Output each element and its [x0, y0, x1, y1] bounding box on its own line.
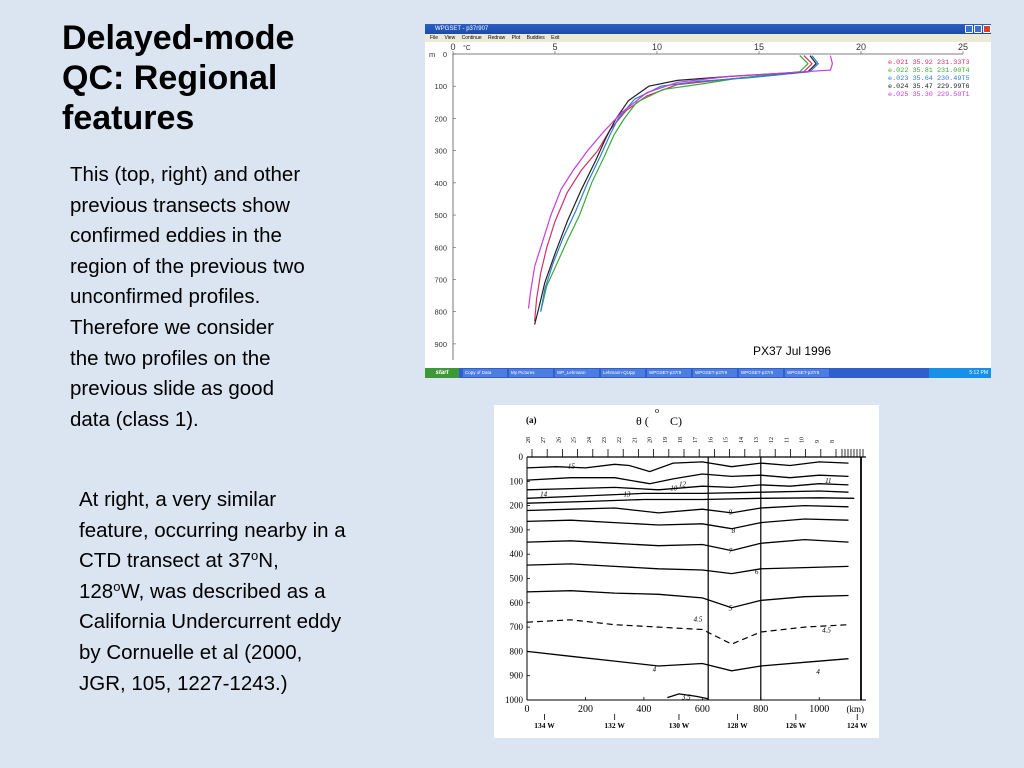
- x-tick-label: 10: [651, 42, 663, 52]
- station-number: 26: [556, 437, 563, 443]
- profile-line-e.024: [535, 56, 817, 325]
- y-tick-label: 700: [434, 275, 447, 285]
- x-tick-label: 800: [753, 704, 769, 715]
- legend-entry: e.021 35.92 231.33T3: [888, 59, 970, 67]
- menu-item-plot[interactable]: Plot: [511, 35, 521, 41]
- temperature-profile-plot: [425, 42, 991, 368]
- isotherm-4.5: [527, 620, 849, 644]
- isotherm-8: [527, 519, 849, 529]
- contour-label: 9: [728, 508, 733, 517]
- isotherm-9: [527, 506, 849, 513]
- text-line: region of the previous two: [70, 254, 305, 278]
- start-button[interactable]: start: [425, 368, 459, 378]
- y-tick-label: 900: [509, 670, 523, 681]
- menu-item-view[interactable]: View: [444, 35, 456, 41]
- isotherm-6: [527, 564, 849, 577]
- legend-entry: e.023 35.64 230.49T5: [888, 75, 970, 83]
- system-tray-clock: 5:12 PM: [929, 368, 991, 378]
- isotherm-15: [527, 462, 849, 472]
- station-number: 18: [678, 437, 684, 443]
- menu-item-continue[interactable]: Continue: [461, 35, 482, 41]
- station-number: 20: [647, 437, 654, 443]
- y-tick-label: 500: [434, 211, 447, 221]
- degree-superscript: o: [251, 548, 259, 564]
- text-line: unconfirmed profiles.: [70, 285, 261, 309]
- isotherm-12: [527, 484, 849, 493]
- body-paragraph-ctd: [79, 485, 346, 699]
- station-number: 24: [586, 437, 593, 443]
- slide-title-line: features: [62, 99, 195, 137]
- station-number: 28: [526, 437, 532, 443]
- plot-caption: PX37 Jul 1996: [753, 344, 832, 358]
- legend-entry: e.022 35.81 231.00T4: [888, 67, 970, 75]
- menu-bar: [425, 34, 991, 42]
- contour-label: 14: [540, 490, 548, 499]
- x-unit-label: °C: [463, 45, 471, 52]
- maximize-icon[interactable]: [974, 25, 982, 33]
- section-title-degree: o: [655, 406, 659, 415]
- profile-screenshot: [425, 24, 991, 378]
- station-number: 16: [708, 437, 715, 443]
- station-number: 10: [799, 437, 806, 443]
- station-number: 8: [830, 440, 836, 443]
- text-fragment: 128: [79, 579, 114, 603]
- text-line: previous transects show: [70, 193, 290, 217]
- station-number: 17: [693, 437, 700, 443]
- menu-item-redraw[interactable]: Redraw: [488, 35, 506, 41]
- menu-item-exit[interactable]: Exit: [551, 35, 560, 41]
- taskbar-item[interactable]: My Pictures: [509, 369, 553, 377]
- minimize-icon[interactable]: [965, 25, 973, 33]
- isotherm-13: [527, 474, 849, 484]
- contour-label: 10: [670, 484, 678, 493]
- text-line: previous slide as good: [70, 377, 274, 401]
- profile-line-e.022: [541, 56, 808, 312]
- isotherm-4: [527, 651, 849, 670]
- y-unit-label: m: [429, 50, 436, 59]
- window-titlebar: [425, 24, 991, 34]
- station-number: 12: [769, 437, 776, 443]
- y-tick-label: 800: [509, 646, 523, 657]
- degree-superscript: o: [113, 578, 121, 594]
- text-line: At right, a very similar: [79, 488, 277, 511]
- x-tick-label: 1000: [809, 704, 830, 715]
- y-tick-label: 400: [434, 178, 447, 188]
- y-tick-label: 300: [434, 146, 447, 156]
- station-number: 15: [723, 437, 730, 443]
- y-tick-label: 1000: [505, 695, 523, 705]
- y-tick-label: 600: [509, 597, 523, 608]
- slide-title-line: QC: Regional: [62, 59, 278, 97]
- y-tick-label: 700: [509, 622, 523, 633]
- text-line: This (top, right) and other: [70, 163, 301, 186]
- legend-entry: e.024 35.47 229.99T6: [888, 83, 970, 91]
- lon-label: 124 W: [846, 721, 868, 730]
- station-number: 22: [617, 437, 624, 443]
- y-tick-label: 500: [509, 573, 523, 584]
- x-unit-label: (km): [846, 704, 864, 714]
- contour-label: 3.5: [681, 693, 691, 702]
- menu-item-buddies[interactable]: Buddies: [526, 35, 545, 41]
- text-line: the two profiles on the: [70, 346, 271, 370]
- x-tick-label: 25: [957, 42, 969, 52]
- body-paragraph-eddies: [70, 160, 305, 435]
- contour-label: 4.5: [693, 615, 703, 624]
- x-tick-label: 200: [577, 704, 593, 715]
- taskbar-item[interactable]: WPGSET-p37r9: [739, 369, 783, 377]
- lon-label: 126 W: [785, 721, 807, 730]
- text-line: Therefore we consider: [70, 315, 274, 339]
- contour-label: 13: [623, 490, 631, 499]
- temperature-section-plot: [494, 405, 879, 738]
- taskbar-item[interactable]: WPGSET-p37r9: [785, 369, 829, 377]
- station-number: 21: [632, 437, 639, 443]
- taskbar-item[interactable]: WPGSET-p37r9: [693, 369, 737, 377]
- contour-label: 4: [652, 665, 657, 674]
- text-line: by Cornuelle et al (2000,: [79, 640, 303, 664]
- x-tick-label: 0: [450, 42, 456, 52]
- station-number: 13: [754, 437, 760, 443]
- y-tick-label: 200: [509, 500, 523, 511]
- profile-line-e.021: [535, 56, 812, 322]
- station-number: 11: [784, 437, 791, 443]
- lon-label: 128 W: [727, 721, 748, 730]
- y-tick-label: 100: [509, 476, 523, 487]
- isotherm-7: [527, 540, 849, 551]
- station-number: 19: [662, 437, 669, 443]
- isotherm-10: [527, 498, 854, 503]
- x-tick-label: 400: [636, 704, 652, 715]
- section-title: θ (: [636, 414, 649, 428]
- y-tick-label: 200: [434, 114, 447, 124]
- y-tick-label: 800: [434, 307, 447, 317]
- x-tick-label: 0: [524, 704, 530, 715]
- profile-line-e.023: [541, 56, 819, 312]
- taskbar: [425, 368, 991, 378]
- contour-label: 6: [754, 568, 759, 577]
- taskbar-item[interactable]: WPGSET-p37r9: [647, 369, 691, 377]
- section-title-unit: C): [670, 414, 682, 428]
- contour-label: 8: [731, 526, 736, 535]
- text-line: feature, occurring nearby in a: [79, 518, 346, 542]
- text-fragment: W, was described as a: [120, 579, 326, 603]
- x-tick-label: 20: [855, 42, 867, 52]
- contour-label: 11: [825, 477, 832, 486]
- isotherm-5: [527, 591, 849, 608]
- y-tick-label: 600: [434, 243, 447, 253]
- x-tick-label: 5: [552, 42, 558, 52]
- contour-label: 4.5: [822, 626, 831, 635]
- y-tick-label: 0: [442, 50, 447, 59]
- contour-label: 12: [678, 480, 686, 489]
- station-number: 27: [541, 437, 548, 443]
- y-tick-label: 900: [434, 339, 447, 349]
- temperature-section-figure: [494, 405, 879, 738]
- text-fragment: N,: [258, 549, 279, 573]
- text-line: California Undercurrent eddy: [79, 610, 342, 634]
- slide-title-line: Delayed-mode: [62, 19, 295, 57]
- lon-label: 132 W: [604, 721, 625, 730]
- text-line: data (class 1).: [70, 407, 199, 431]
- text-line: confirmed eddies in the: [70, 224, 282, 248]
- station-number: 25: [571, 437, 578, 443]
- contour-label: 4: [816, 667, 820, 676]
- lon-label: 130 W: [668, 721, 690, 730]
- station-number: 14: [738, 437, 745, 443]
- x-tick-label: 600: [694, 704, 710, 715]
- y-tick-label: 0: [518, 452, 523, 462]
- lon-label: 134 W: [534, 721, 555, 730]
- isotherm-11: [527, 491, 849, 498]
- text-line: [79, 546, 346, 577]
- text-line: JGR, 105, 1227-1243.): [79, 671, 288, 695]
- station-number: 23: [602, 437, 608, 443]
- close-icon[interactable]: [983, 25, 991, 33]
- taskbar-item[interactable]: Lehmann-QUpp: [601, 369, 645, 377]
- contour-label: 15: [567, 462, 575, 471]
- menu-item-file[interactable]: File: [430, 35, 439, 41]
- station-number: 9: [814, 440, 821, 443]
- panel-label: (a): [526, 415, 537, 425]
- legend-entry: e.025 35.30 229.50T1: [888, 91, 970, 99]
- y-tick-label: 400: [509, 549, 523, 560]
- text-fragment: CTD transect at 37: [79, 549, 252, 573]
- y-tick-label: 100: [434, 82, 447, 92]
- taskbar-item[interactable]: WP_Lehmann: [555, 369, 599, 377]
- contour-label: 7: [728, 547, 733, 556]
- y-tick-label: 300: [509, 524, 523, 535]
- taskbar-item[interactable]: Copy of Data: [463, 369, 507, 377]
- text-line: [79, 577, 346, 608]
- x-tick-label: 15: [753, 42, 765, 52]
- contour-label: 5: [728, 604, 733, 613]
- slide-title: [62, 18, 392, 138]
- window-title: WPGSET - p37r907: [435, 26, 489, 32]
